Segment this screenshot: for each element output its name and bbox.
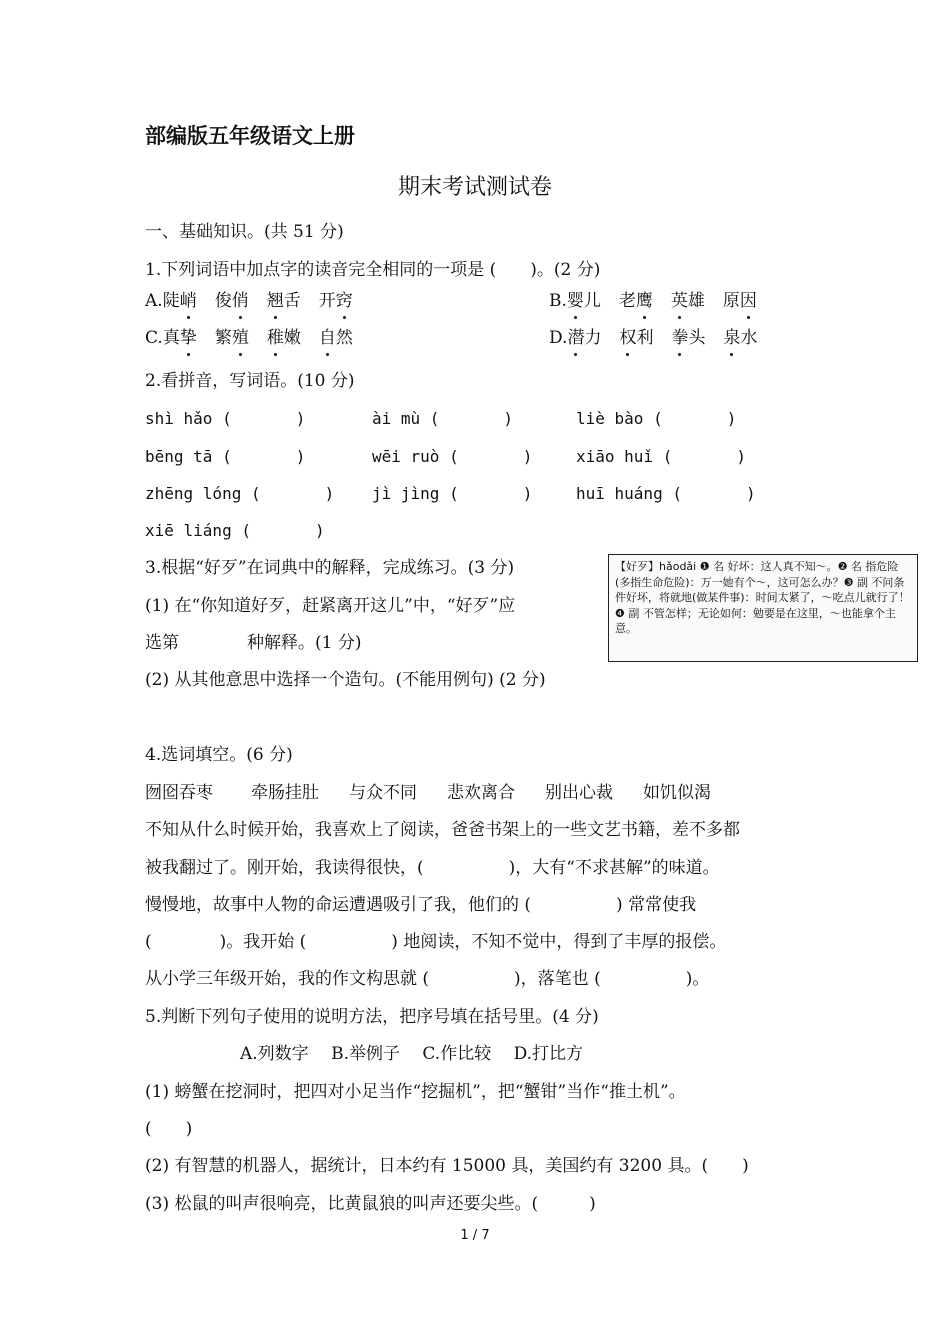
option-word [723, 290, 757, 312]
bank-word: 与众不同 [349, 783, 417, 803]
dictionary-entry-image: 【好歹】hǎodǎi ❶ 名 好坏：这人真不知～。❷ 名 指危险(多指生命危险)：万一她有个～，这可怎么办？❸ 副 不问条件好坏，将就地(做某件事)：时间太紧了，～吃点儿就行了！❹ 副 不管怎样；无论如何：勉要是在这里，～也能拿个主意。 [608, 554, 918, 662]
q3-sub2: (2) 从其他意思中选择一个造句。(不能用例句) (2 分) [145, 670, 546, 690]
q4-passage-line: 从小学三年级开始，我的作文构思就 ( )，落笔也 ( )。 [145, 969, 710, 989]
option-word [319, 290, 353, 312]
word: 拳头 [671, 328, 706, 348]
q4-stem: 4.选词填空。(6 分) [145, 745, 293, 765]
pinyin-item: zhēng lóng ( ) [145, 484, 335, 503]
option-word [671, 327, 705, 349]
q5-item: (2) 有智慧的机器人，据统计，日本约有 15000 具，美国约有 3200 具。( ) [145, 1156, 749, 1176]
q5-options: A.列数字 B.举例子 C.作比较 D.打比方 [240, 1044, 584, 1064]
option-word [267, 327, 301, 349]
section-heading: 一、基础知识。(共 51 分) [145, 222, 344, 242]
q4-passage-line: 慢慢地，故事中人物的命运遭遇吸引了我，他们的 ( ) 常常使我 [145, 895, 697, 915]
q4-word-bank [145, 782, 711, 804]
word: 繁殖 [214, 328, 249, 348]
word: 婴儿 [566, 291, 601, 311]
word: 原因 [722, 291, 757, 311]
q5-item: (3) 松鼠的叫声很响亮，比黄鼠狼的叫声还要尖些。( ) [145, 1194, 596, 1214]
option-word [215, 290, 249, 312]
option-word [619, 327, 653, 349]
q5-item: (1) 螃蟹在挖洞时，把四对小足当作“挖掘机”，把“蟹钳”当作“推土机”。 [145, 1082, 686, 1102]
q2-stem: 2.看拼音，写词语。(10 分) [145, 371, 355, 391]
q1-option-b [549, 290, 775, 312]
pinyin-item: xiāo huǐ ( ) [576, 447, 746, 466]
bank-word: 牵肠挂肚 [251, 783, 319, 803]
pinyin-item: shì hǎo ( ) [145, 409, 306, 428]
option-label: B. [549, 291, 567, 311]
doc-title: 部编版五年级语文上册 [145, 123, 355, 148]
option-word [723, 327, 757, 349]
bank-word: 如饥似渴 [643, 783, 711, 803]
q1-stem: 1.下列词语中加点字的读音完全相同的一项是 ( )。(2 分) [145, 260, 601, 280]
q1-option-c [145, 327, 371, 349]
word: 真挚 [162, 328, 197, 348]
option-word [215, 327, 249, 349]
option-word [671, 290, 705, 312]
option-word [619, 290, 653, 312]
q4-passage-line: ( )。我开始 ( ) 地阅读，不知不觉中，得到了丰厚的报偿。 [145, 932, 727, 952]
option-word [567, 290, 601, 312]
pinyin-item: liè bào ( ) [576, 409, 737, 428]
q3-sub1-cont: 选第 种解释。(1 分) [145, 633, 362, 653]
option-label: A. [145, 291, 163, 311]
word: 翘舌 [266, 291, 301, 311]
option-word [267, 290, 301, 312]
word: 潜力 [567, 328, 602, 348]
option-word [567, 327, 601, 349]
option-word [163, 327, 197, 349]
word: 俊俏 [214, 291, 249, 311]
option-label: D. [549, 328, 568, 348]
word: 稚嫩 [266, 328, 301, 348]
q3-sub1: (1) 在“你知道好歹，赶紧离开这儿”中，“好歹”应 [145, 596, 516, 616]
pinyin-item: wēi ruò ( ) [372, 447, 533, 466]
option-word [163, 290, 197, 312]
bank-word: 别出心裁 [545, 783, 613, 803]
pinyin-item: huī huáng ( ) [576, 484, 756, 503]
word: 泉水 [723, 328, 758, 348]
pinyin-item: ài mù ( ) [372, 409, 514, 428]
bank-word: 悲欢离合 [447, 783, 515, 803]
pinyin-item: xiē liáng ( ) [145, 521, 325, 540]
option-label: C. [145, 328, 163, 348]
word: 陡峭 [162, 291, 197, 311]
option-word [319, 327, 353, 349]
q1-option-a [145, 290, 371, 312]
word: 权利 [619, 328, 654, 348]
q4-passage-line: 被我翻过了。刚开始，我读得很快，( )，大有“不求甚解”的味道。 [145, 858, 720, 878]
q4-passage-line: 不知从什么时候开始，我喜欢上了阅读，爸爸书架上的一些文艺书籍，差不多都 [145, 820, 740, 840]
q1-option-d [549, 327, 775, 349]
page-number: 1 / 7 [460, 1228, 490, 1243]
q5-item-answer: ( ) [145, 1119, 193, 1139]
bank-word: 囫囵吞枣 [145, 783, 213, 803]
word: 开窍 [318, 291, 353, 311]
pinyin-item: jì jìng ( ) [372, 484, 533, 503]
q5-stem: 5.判断下列句子使用的说明方法，把序号填在括号里。(4 分) [145, 1007, 599, 1027]
exam-title: 期末考试测试卷 [397, 175, 552, 200]
pinyin-item: bēng tā ( ) [145, 447, 306, 466]
word: 英雄 [670, 291, 705, 311]
word: 老鹰 [618, 291, 653, 311]
word: 自然 [318, 328, 353, 348]
q3-stem: 3.根据“好歹”在词典中的解释，完成练习。(3 分) [145, 558, 515, 578]
